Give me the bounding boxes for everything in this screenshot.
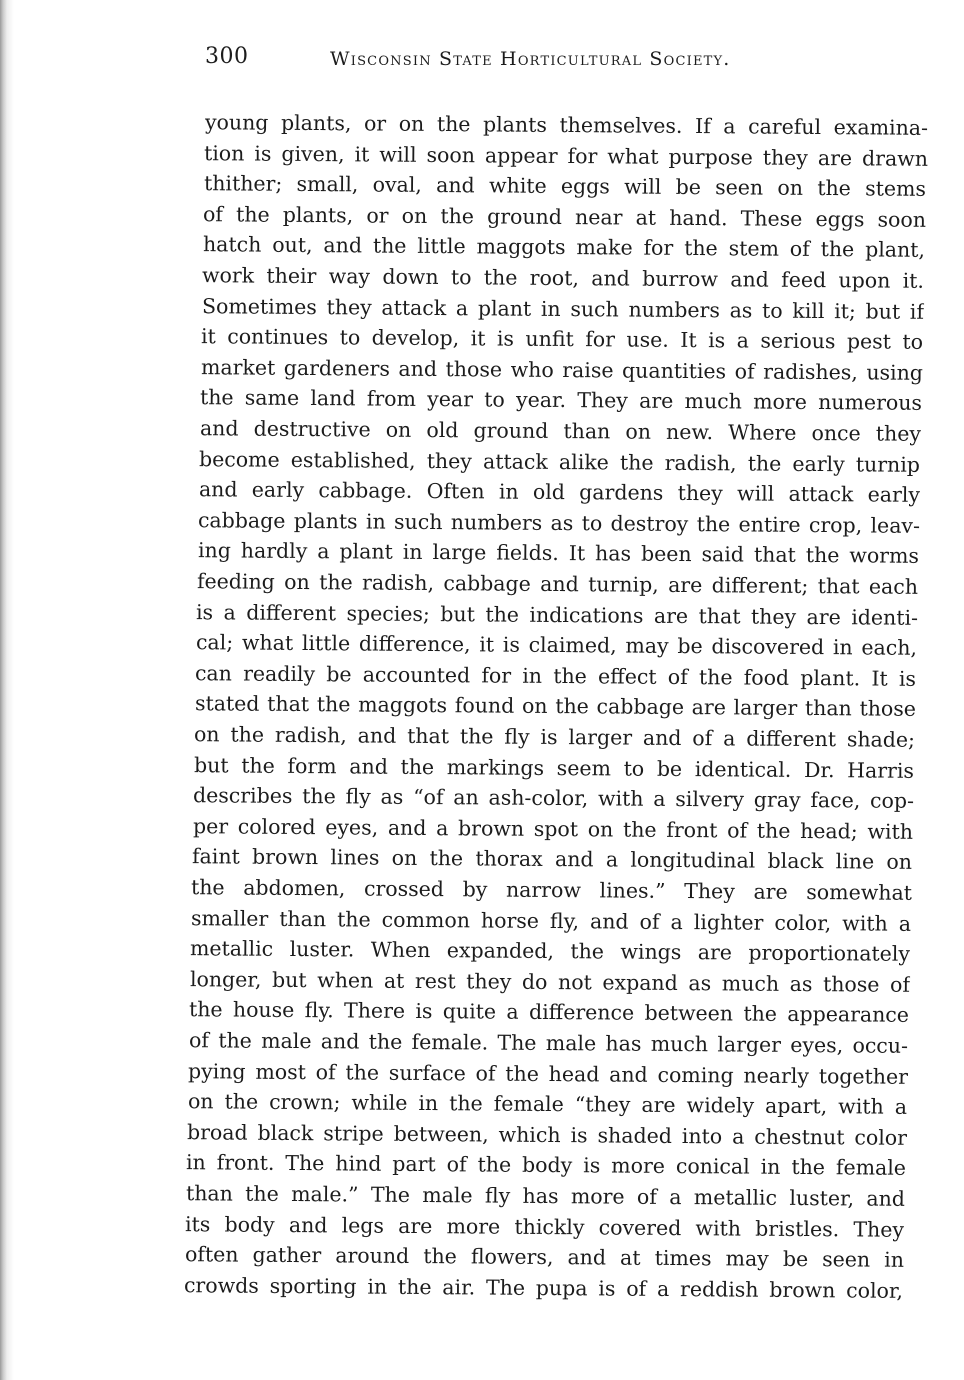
text-line: the abdomen, crossed by narrow lines.” They are somewhat: [190, 875, 913, 905]
text-line: often gather around the flowers, and at times may be seen in: [184, 1242, 905, 1273]
text-line: of the plants, or on the ground near at hand. These eggs soon: [202, 201, 927, 232]
text-line: can readily be accounted for in the effect of the food plant. It is: [194, 660, 917, 691]
text-line: ing hardly a plant in large fields. It has been said that the worms: [197, 538, 920, 569]
text-line: Sometimes they attack a plant in such numbers as to kill it; but if: [201, 293, 925, 324]
text-line: and destructive on old ground than on new. Where once they: [199, 416, 922, 446]
text-line: longer, but when at rest they do not expand as much as those of: [189, 966, 911, 997]
text-line: on the crown; while in the female “they are widely apart, with a: [187, 1089, 908, 1120]
text-line: young plants, or on the plants themselves. If a careful examina-: [204, 110, 929, 140]
text-line: describes the fly as “of an ash-color, with a silvery gray face, cop-: [192, 783, 915, 814]
text-line: but the form and the markings seem to be identical. Dr. Harris: [193, 752, 915, 783]
running-head: Wisconsin State Horticultural Society.: [330, 48, 731, 70]
text-line: pying most of the surface of the head and coming nearly together: [187, 1058, 909, 1089]
text-line: the house fly. There is quite a difference between the appearance: [188, 997, 910, 1028]
text-line: than the male.” The male fly has more of a metallic luster, and: [185, 1181, 906, 1211]
text-line: feeding on the radish, cabbage and turnip, are different; that each: [196, 569, 919, 599]
body-text: [0, 110, 964, 1330]
text-line: is a different species; but the indications are that they are identi-: [195, 599, 919, 630]
text-line: per colored eyes, and a brown spot on the front of the head; with: [192, 813, 914, 844]
text-line: in front. The hind part of the body is more conical in the female: [185, 1150, 907, 1181]
text-line: it continues to develop, it is unfit for use. It is a serious pest to: [200, 324, 924, 355]
text-line: cabbage plants in such numbers as to destroy the entire crop, leav-: [197, 507, 921, 538]
text-line: tion is given, it will soon appear for what purpose they are drawn: [203, 140, 929, 171]
text-line: market gardeners and those who raise quantities of radishes, using: [200, 354, 924, 385]
page-header: [0, 44, 964, 78]
text-line: faint brown lines on the thorax and a longitudinal black line on: [191, 844, 913, 875]
text-line: on the radish, and that the fly is larger and of a different shade;: [193, 722, 916, 752]
page-number: 300: [205, 44, 249, 69]
text-line: the same land from year to year. They are much more numerous: [199, 385, 923, 416]
text-line: metallic luster. When expanded, the wings are proportionately: [189, 936, 911, 967]
text-line: and early cabbage. Often in old gardens they will attack early: [198, 477, 921, 508]
text-line: thither; small, oval, and white eggs will be seen on the stems: [203, 171, 927, 202]
text-line: work their way down to the root, and burrow and feed upon it.: [201, 263, 925, 293]
text-line: broad black stripe between, which is shaded into a chestnut color: [186, 1119, 908, 1150]
text-line: of the male and the female. The male has much larger eyes, occu-: [188, 1028, 909, 1058]
text-line: cal; what little difference, it is claimed, may be discovered in each,: [195, 630, 918, 661]
text-line: stated that the maggots found on the cabbage are larger than those: [194, 691, 917, 722]
text-line: smaller than the common horse fly, and of a lighter color, with a: [190, 905, 912, 936]
text-line: hatch out, and the little maggots make for the stem of the plant,: [202, 232, 926, 263]
text-line: its body and legs are more thickly covered with bristles. They: [184, 1211, 905, 1242]
text-line: become established, they attack alike the radish, the early turnip: [198, 446, 921, 477]
text-line: crowds sporting in the air. The pupa is of a reddish brown color,: [183, 1272, 904, 1303]
